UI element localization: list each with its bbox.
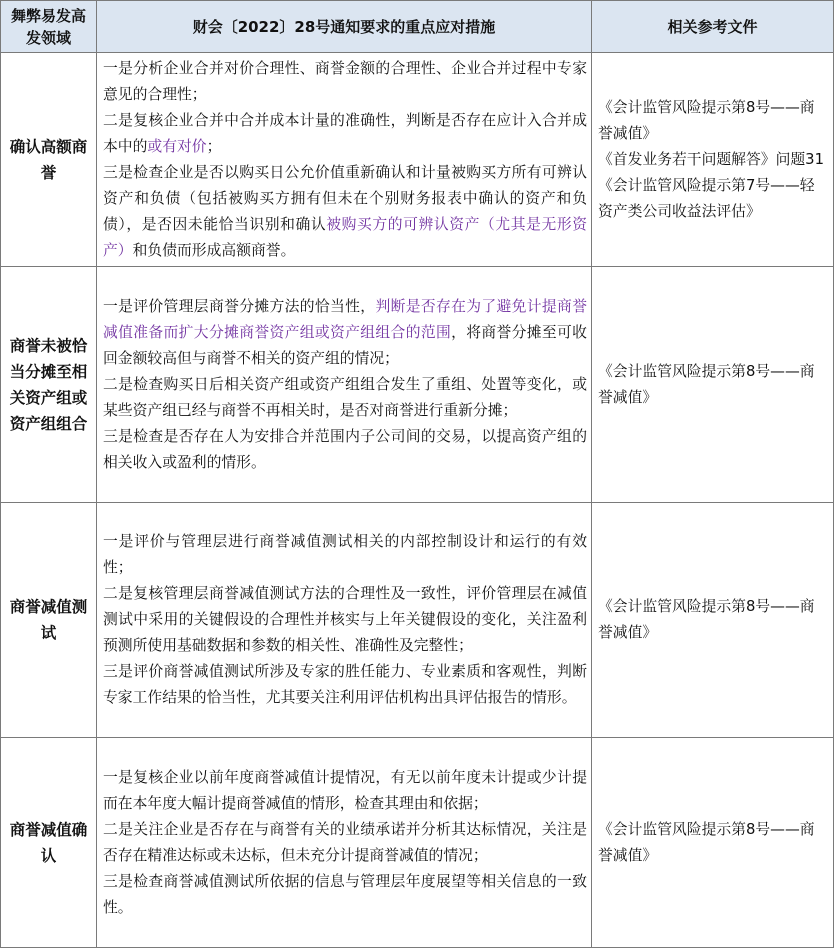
measure-text: 一是分析企业合并对价合理性、商誉金额的合理性、企业合并过程中专家意见的合理性； bbox=[103, 59, 587, 103]
measure-item bbox=[103, 294, 587, 372]
reference-item: 《会计监管风险提示第8号——商誉减值》 bbox=[598, 362, 815, 406]
measure-item bbox=[103, 108, 587, 160]
measures-cell bbox=[97, 503, 592, 738]
references-cell bbox=[592, 503, 834, 738]
measure-item bbox=[103, 581, 587, 659]
highlighted-text: 或有对价 bbox=[147, 137, 207, 155]
measure-item bbox=[103, 372, 587, 424]
measure-text: ，将商誉分摊至可收回金额较高但与商誉不相关的资产组的情况； bbox=[103, 323, 587, 367]
measure-text: 和负债而形成高额商誉。 bbox=[132, 241, 296, 259]
reference-item: 《会计监管风险提示第8号——商誉减值》 bbox=[598, 598, 815, 641]
measure-text: 三是评价商誉减值测试所涉及专家的胜任能力、专业素质和客观性，判断专家工作结果的恰当性，尤其要关注利用评估机构出具评估报告的情形。 bbox=[103, 663, 587, 706]
references-cell bbox=[592, 267, 834, 503]
measure-text: 二是关注企业是否存在与商誉有关的业绩承诺并分析其达标情况，关注是否存在精准达标或未达标，但未充分计提商誉减值的情况； bbox=[103, 820, 587, 864]
references-cell bbox=[592, 53, 834, 267]
measure-item bbox=[103, 817, 587, 869]
measure-text: 三是检查是否存在人为安排合并范围内子公司间的交易，以提高资产组的相关收入或盈利的情形。 bbox=[103, 427, 587, 471]
measure-text: 二是复核管理层商誉减值测试方法的合理性及一致性，评价管理层在减值测试中采用的关键假设的合理性并核实与上年关键假设的变化，关注盈利预测所使用基础数据和参数的相关性、准确性及完整性； bbox=[103, 585, 587, 654]
header-references: 相关参考文件 bbox=[592, 1, 834, 53]
measure-item bbox=[103, 765, 587, 817]
measure-text: 三是检查企业是否以购买日公允价值重新确认和计量被购买方所有可辨认资产和负债（包括被购买方拥有但未在个别财务报表中确认的资产和负债），是否因未能恰当识别和确认 bbox=[103, 163, 587, 233]
reference-item: 《会计监管风险提示第7号——轻资产类公司收益法评估》 bbox=[598, 176, 815, 220]
area-cell: 商誉减值确认 bbox=[1, 738, 97, 948]
header-measures: 财会〔2022〕28号通知要求的重点应对措施 bbox=[97, 1, 592, 53]
measure-item bbox=[103, 659, 587, 711]
table-row bbox=[1, 267, 834, 503]
measure-text: 二是复核企业合并中合并成本计量的准确性，判断是否存在应计入合并成本中的 bbox=[103, 111, 587, 155]
measure-item bbox=[103, 56, 587, 108]
measure-item bbox=[103, 424, 587, 476]
measures-cell bbox=[97, 53, 592, 267]
header-area: 舞弊易发高发领域 bbox=[1, 1, 97, 53]
reference-item: 《首发业务若干问题解答》问题31 bbox=[598, 150, 824, 168]
measures-cell bbox=[97, 267, 592, 503]
measure-text: 二是检查购买日后相关资产组或资产组组合发生了重组、处置等变化，或某些资产组已经与商誉不再相关时，是否对商誉进行重新分摊； bbox=[103, 375, 587, 419]
measure-item bbox=[103, 160, 587, 264]
reference-item: 《会计监管风险提示第8号——商誉减值》 bbox=[598, 98, 815, 142]
reference-item: 《会计监管风险提示第8号——商誉减值》 bbox=[598, 820, 815, 864]
table-row bbox=[1, 738, 834, 948]
measure-item bbox=[103, 529, 587, 581]
measure-text: 一是评价管理层商誉分摊方法的恰当性， bbox=[103, 297, 376, 315]
measure-text: 三是检查商誉减值测试所依据的信息与管理层年度展望等相关信息的一致性。 bbox=[103, 872, 587, 916]
measure-item bbox=[103, 869, 587, 921]
highlighted-text: 被购买方的可辨认资产（尤其是无形资产） bbox=[103, 215, 587, 259]
area-cell: 商誉减值测试 bbox=[1, 503, 97, 738]
table-row bbox=[1, 503, 834, 738]
table-row bbox=[1, 53, 834, 267]
area-cell: 商誉未被恰当分摊至相关资产组或资产组组合 bbox=[1, 267, 97, 503]
measure-text: ； bbox=[206, 137, 222, 155]
header-row bbox=[1, 1, 834, 53]
measures-cell bbox=[97, 738, 592, 948]
measure-text: 一是复核企业以前年度商誉减值计提情况，有无以前年度未计提或少计提而在本年度大幅计提商誉减值的情形，检查其理由和依据； bbox=[103, 768, 587, 812]
highlighted-text: 判断是否存在为了避免计提商誉减值准备而扩大分摊商誉资产组或资产组组合的范围 bbox=[103, 297, 587, 341]
references-cell bbox=[592, 738, 834, 948]
area-cell: 确认高额商誉 bbox=[1, 53, 97, 267]
measure-text: 一是评价与管理层进行商誉减值测试相关的内部控制设计和运行的有效性； bbox=[103, 533, 587, 576]
